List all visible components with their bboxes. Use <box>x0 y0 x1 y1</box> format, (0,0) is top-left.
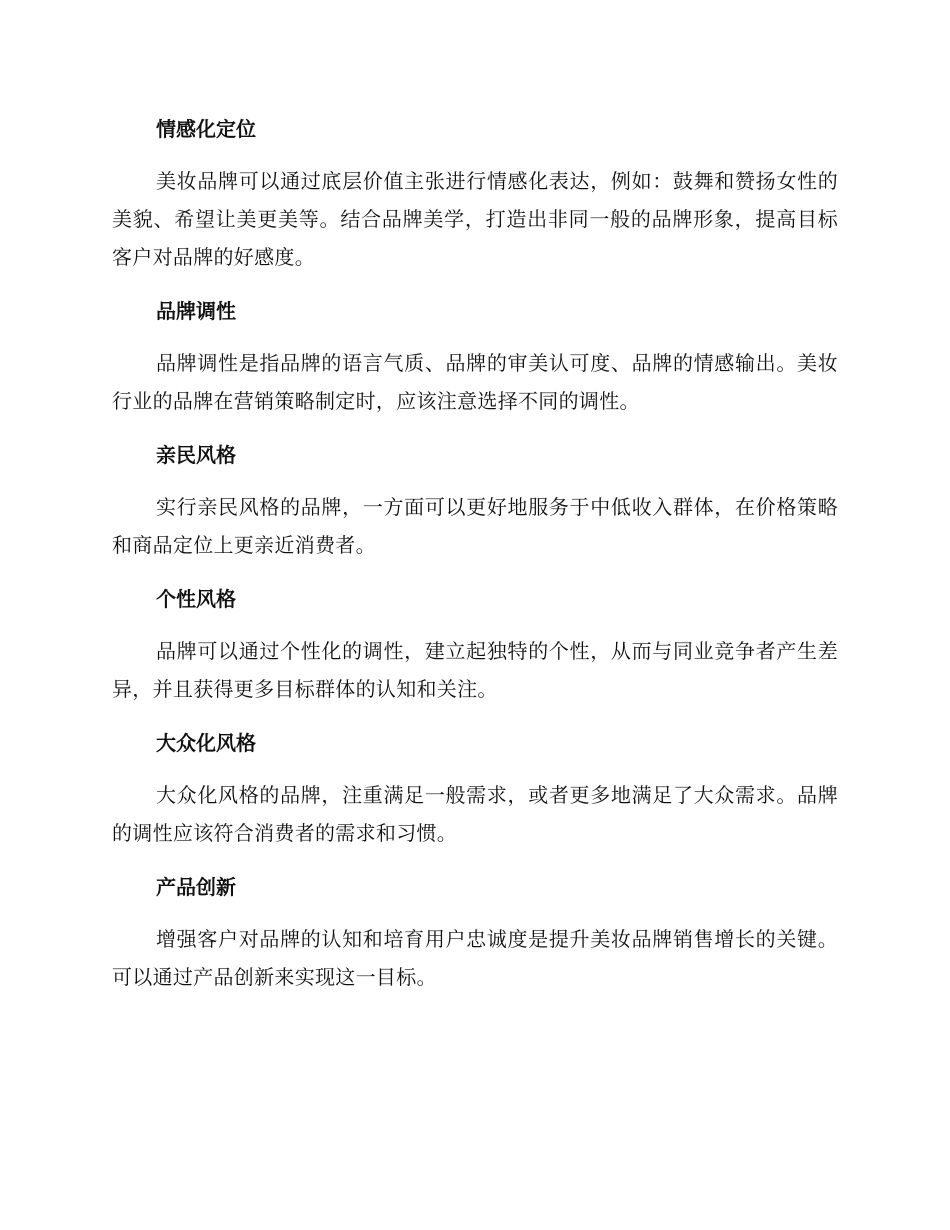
section-product-innovation <box>112 868 838 996</box>
section-paragraph: 大众化风格的品牌，注重满足一般需求，或者更多地满足了大众需求。品牌的调性应该符合消费者的需求和习惯。 <box>112 783 838 845</box>
section-personality-style <box>112 580 838 708</box>
section-heading: 大众化风格 <box>156 731 256 755</box>
section-mass-style <box>112 724 838 852</box>
section-emotional-positioning <box>112 110 838 276</box>
section-paragraph: 美妆品牌可以通过底层价值主张进行情感化表达，例如：鼓舞和赞扬女性的美貌、希望让美更美等。结合品牌美学，打造出非同一般的品牌形象，提高目标客户对品牌的好感度。 <box>112 169 838 269</box>
section-paragraph: 实行亲民风格的品牌，一方面可以更好地服务于中低收入群体，在价格策略和商品定位上更亲近消费者。 <box>112 495 838 557</box>
section-heading: 品牌调性 <box>156 299 236 323</box>
section-heading: 个性风格 <box>156 587 236 611</box>
section-heading: 产品创新 <box>156 875 236 899</box>
section-heading: 情感化定位 <box>156 117 256 141</box>
section-paragraph: 增强客户对品牌的认知和培育用户忠诚度是提升美妆品牌销售增长的关键。可以通过产品创新来实现这一目标。 <box>112 927 838 989</box>
section-paragraph: 品牌调性是指品牌的语言气质、品牌的审美认可度、品牌的情感输出。美妆行业的品牌在营销策略制定时，应该注意选择不同的调性。 <box>112 351 838 413</box>
section-paragraph: 品牌可以通过个性化的调性，建立起独特的个性，从而与同业竞争者产生差异，并且获得更多目标群体的认知和关注。 <box>112 639 838 701</box>
section-heading: 亲民风格 <box>156 443 236 467</box>
section-brand-tone <box>112 292 838 420</box>
section-approachable-style <box>112 436 838 564</box>
